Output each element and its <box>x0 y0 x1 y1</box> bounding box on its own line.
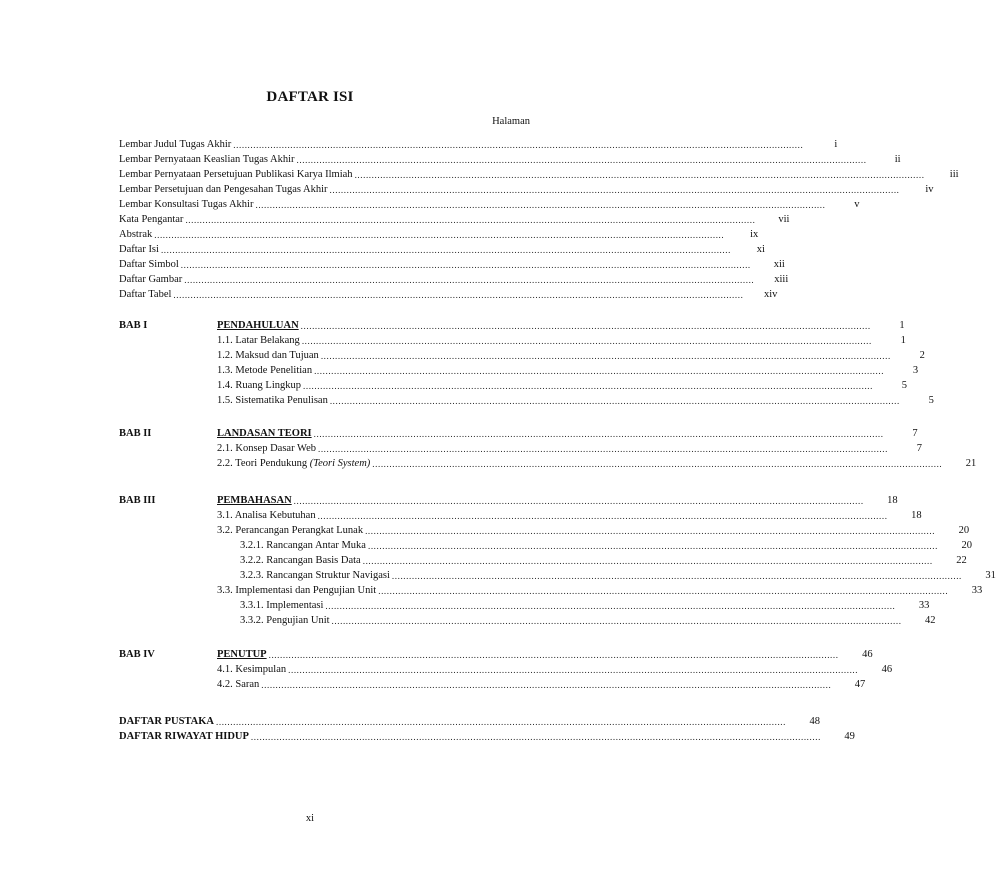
toc-entry-page: vii <box>778 214 790 225</box>
toc-section <box>217 347 925 362</box>
toc-section <box>217 522 970 537</box>
subsection-label: 3.3.2. Pengujian Unit <box>240 615 330 626</box>
leader-dots: ........................................................................................................................................................................................................ <box>293 496 864 506</box>
section-page: 20 <box>958 525 970 536</box>
section-label: 1.3. Metode Penelitian <box>217 365 313 376</box>
section-page: 3 <box>912 365 919 376</box>
section-label: 1.4. Ruang Lingkup <box>217 380 301 391</box>
toc-entry <box>119 241 765 256</box>
leader-dots: ........................................................................................................................................................................................................ <box>331 616 902 626</box>
toc-entry <box>119 196 860 211</box>
page-column-label: Halaman <box>492 116 530 127</box>
toc-subsection <box>240 552 967 567</box>
toc-entry <box>119 151 901 166</box>
section-label: 4.1. Kesimpulan <box>217 664 287 675</box>
chapter-number: BAB III <box>119 495 156 506</box>
section-page: 47 <box>854 679 866 690</box>
toc-section <box>217 455 977 470</box>
section-label: 1.2. Maksud dan Tujuan <box>217 350 319 361</box>
chapter-heading <box>217 492 898 507</box>
section-label: 2.1. Konsep Dasar Web <box>217 443 316 454</box>
section-label: 3.1. Analisa Kebutuhan <box>217 510 316 521</box>
toc-entry-label: Lembar Pernyataan Persetujuan Publikasi Karya Ilmiah <box>119 169 353 180</box>
leader-dots: ........................................................................................................................................................................................................ <box>255 200 826 210</box>
toc-entry-page: xii <box>773 259 785 270</box>
subsection-label: 3.2.3. Rancangan Struktur Navigasi <box>240 570 390 581</box>
toc-subsection <box>240 597 930 612</box>
leader-dots: ........................................................................................................................................................................................................ <box>354 170 925 180</box>
section-page: 7 <box>916 443 922 454</box>
toc-entry-label: Daftar Gambar <box>119 274 183 285</box>
section-page: 46 <box>881 664 893 675</box>
toc-subsection <box>240 537 972 552</box>
leader-dots: ........................................................................................................................................................................................................ <box>329 185 900 195</box>
section-page: 1 <box>900 335 906 346</box>
leader-dots: ........................................................................................................................................................................................................ <box>160 245 731 255</box>
toc-entry-page: xiii <box>774 274 789 285</box>
toc-entry-page: 49 <box>844 731 855 742</box>
page-number: xi <box>305 813 315 824</box>
toc-entry-label: Lembar Pernyataan Keaslian Tugas Akhir <box>119 154 295 165</box>
toc-entry-page: iv <box>925 184 934 195</box>
chapter-title: PEMBAHASAN <box>217 495 292 506</box>
section-label-italic: (Teori System) <box>309 458 371 469</box>
leader-dots: ........................................................................................................................................................................................................ <box>261 680 832 690</box>
toc-entry-label: Lembar Konsultasi Tugas Akhir <box>119 199 254 210</box>
toc-section <box>217 661 893 676</box>
section-label <box>217 458 370 470</box>
toc-section <box>217 362 919 377</box>
leader-dots: ........................................................................................................................................................................................................ <box>365 526 936 536</box>
toc-entry-label: Abstrak <box>119 229 153 240</box>
toc-entry <box>119 728 855 743</box>
leader-dots: ........................................................................................................................................................................................................ <box>300 321 871 331</box>
leader-dots: ........................................................................................................................................................................................................ <box>180 260 751 270</box>
toc-entry <box>119 286 778 301</box>
chapter-page: 1 <box>899 320 905 331</box>
toc-entry <box>119 226 759 241</box>
toc-entry-label: Daftar Isi <box>119 244 159 255</box>
toc-entry-page: ii <box>894 154 901 165</box>
chapter-heading <box>217 317 905 332</box>
toc-section <box>217 582 983 597</box>
leader-dots: ........................................................................................................................................................................................................ <box>325 601 896 611</box>
leader-dots: ........................................................................................................................................................................................................ <box>320 351 891 361</box>
toc-entry <box>119 181 934 196</box>
toc-subsection <box>240 567 996 582</box>
toc-subsection <box>240 612 936 627</box>
subsection-page: 31 <box>985 570 996 581</box>
page-title: DAFTAR ISI <box>266 89 354 105</box>
section-label: 3.3. Implementasi dan Pengujian Unit <box>217 585 377 596</box>
section-page: 2 <box>919 350 925 361</box>
leader-dots: ........................................................................................................................................................................................................ <box>301 336 872 346</box>
toc-entry-page: v <box>854 199 860 210</box>
chapter-heading <box>217 425 918 440</box>
leader-dots: ........................................................................................................................................................................................................ <box>303 381 873 391</box>
leader-dots: ........................................................................................................................................................................................................ <box>268 650 839 660</box>
section-page: 18 <box>911 510 922 521</box>
toc-section <box>217 676 866 691</box>
subsection-label: 3.3.1. Implementasi <box>240 600 324 611</box>
chapter-title: LANDASAN TEORI <box>217 428 312 439</box>
leader-dots: ........................................................................................................................................................................................................ <box>296 155 867 165</box>
subsection-page: 20 <box>961 540 972 551</box>
toc-section <box>217 332 906 347</box>
toc-entry <box>119 136 838 151</box>
section-label: 1.1. Latar Belakang <box>217 335 300 346</box>
leader-dots: ........................................................................................................................................................................................................ <box>154 230 725 240</box>
toc-entry-label: DAFTAR PUSTAKA <box>119 716 214 727</box>
toc-entry-page: xi <box>756 244 765 255</box>
toc-entry-label: Lembar Persetujuan dan Pengesahan Tugas Akhir <box>119 184 328 195</box>
toc-entry-label: DAFTAR RIWAYAT HIDUP <box>119 731 249 742</box>
toc-entry-label: Daftar Simbol <box>119 259 179 270</box>
chapter-page: 18 <box>887 495 898 506</box>
leader-dots: ........................................................................................................................................................................................................ <box>329 396 900 406</box>
toc-entry-page: ix <box>750 229 759 240</box>
toc-entry-label: Kata Pengantar <box>119 214 184 225</box>
toc-entry <box>119 713 820 728</box>
section-page: 21 <box>965 458 977 469</box>
chapter-number: BAB II <box>119 428 152 439</box>
toc-entry <box>119 211 790 226</box>
leader-dots: ........................................................................................................................................................................................................ <box>233 140 804 150</box>
section-label: 1.5. Sistematika Penulisan <box>217 395 328 406</box>
section-page: 5 <box>928 395 934 406</box>
leader-dots: ........................................................................................................................................................................................................ <box>250 732 821 742</box>
subsection-page: 42 <box>925 615 936 626</box>
toc-section <box>217 377 907 392</box>
chapter-title: PENUTUP <box>217 649 267 660</box>
toc-entry-label: Lembar Judul Tugas Akhir <box>119 139 232 150</box>
chapter-page: 46 <box>862 649 873 660</box>
leader-dots: ........................................................................................................................................................................................................ <box>362 556 933 566</box>
toc-entry-label: Daftar Tabel <box>119 289 172 300</box>
toc-entry-page: i <box>834 139 838 150</box>
toc-entry <box>119 271 789 286</box>
leader-dots: ........................................................................................................................................................................................................ <box>185 215 756 225</box>
toc-section <box>217 507 922 522</box>
chapter-number: BAB IV <box>119 649 155 660</box>
section-label-text: 2.2. Teori Pendukung <box>217 458 308 469</box>
toc-entry-page: iii <box>949 169 959 180</box>
leader-dots: ........................................................................................................................................................................................................ <box>372 459 943 469</box>
leader-dots: ........................................................................................................................................................................................................ <box>378 586 949 596</box>
toc-entry-page: 48 <box>809 716 820 727</box>
chapter-page: 7 <box>912 428 918 439</box>
leader-dots: ........................................................................................................................................................................................................ <box>367 541 938 551</box>
toc-section <box>217 392 934 407</box>
leader-dots: ........................................................................................................................................................................................................ <box>216 717 786 727</box>
chapter-number: BAB I <box>119 320 148 331</box>
leader-dots: ........................................................................................................................................................................................................ <box>313 429 884 439</box>
chapter-title: PENDAHULUAN <box>217 320 299 331</box>
leader-dots: ........................................................................................................................................................................................................ <box>317 511 888 521</box>
leader-dots: ........................................................................................................................................................................................................ <box>317 444 888 454</box>
leader-dots: ........................................................................................................................................................................................................ <box>314 366 885 376</box>
subsection-page: 33 <box>918 600 930 611</box>
toc-entry-page: xiv <box>764 289 778 300</box>
leader-dots: ........................................................................................................................................................................................................ <box>184 275 755 285</box>
section-page: 5 <box>901 380 907 391</box>
leader-dots: ........................................................................................................................................................................................................ <box>288 665 859 675</box>
leader-dots: ........................................................................................................................................................................................................ <box>173 290 744 300</box>
leader-dots: ........................................................................................................................................................................................................ <box>391 571 962 581</box>
subsection-label: 3.2.2. Rancangan Basis Data <box>240 555 361 566</box>
section-label: 4.2. Saran <box>217 679 260 690</box>
section-page: 33 <box>971 585 983 596</box>
toc-entry <box>119 256 785 271</box>
subsection-label: 3.2.1. Rancangan Antar Muka <box>240 540 366 551</box>
toc-section <box>217 440 922 455</box>
chapter-heading <box>217 646 873 661</box>
section-label: 3.2. Perancangan Perangkat Lunak <box>217 525 364 536</box>
toc-entry <box>119 166 959 181</box>
subsection-page: 22 <box>956 555 967 566</box>
